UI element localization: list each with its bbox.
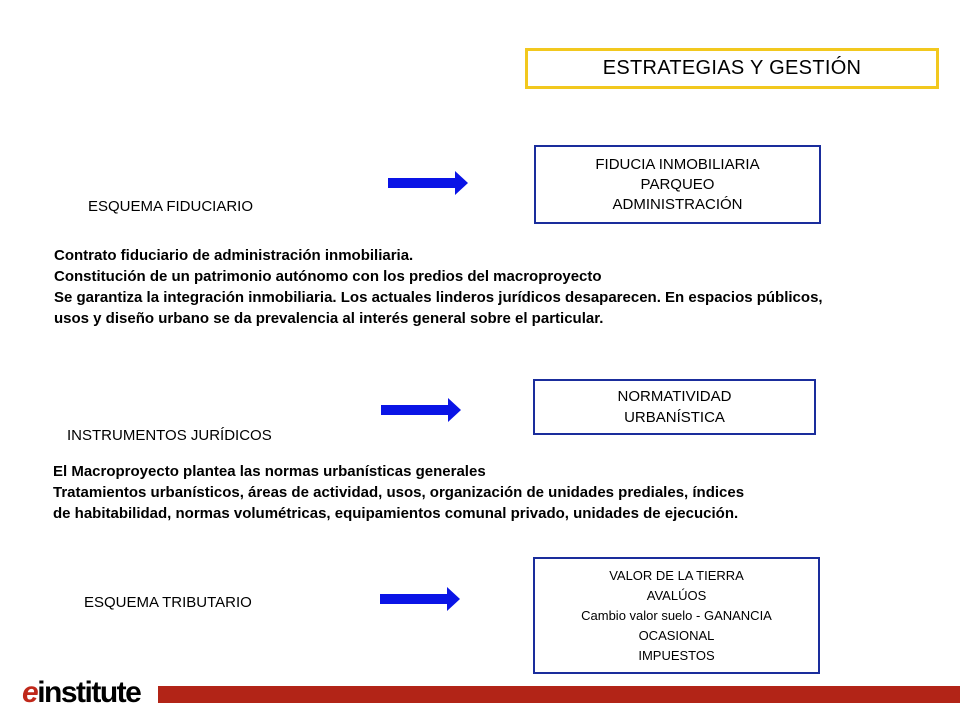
paragraph-juridicos <box>53 461 943 524</box>
paragraph-line: Constitución de un patrimonio autónomo con los predios del macroproyecto <box>54 268 602 285</box>
box-line: OCASIONAL <box>638 627 715 643</box>
box-valor-tierra <box>533 557 820 674</box>
right-arrow-icon <box>381 395 461 425</box>
box-normatividad <box>533 379 816 435</box>
einstitute-logo <box>22 676 140 710</box>
box-line: ADMINISTRACIÓN <box>612 195 743 213</box>
paragraph-line: Tratamientos urbanísticos, áreas de actividad, usos, organización de unidades prediales, índices <box>53 484 745 501</box>
label-esquema-tributario: ESQUEMA TRIBUTARIO <box>84 594 252 611</box>
paragraph-line: Contrato fiduciario de administración inmobiliaria. <box>54 247 414 264</box>
logo-prefix: e <box>22 676 38 709</box>
box-fiducia <box>534 145 821 224</box>
page-title: ESTRATEGIAS Y GESTIÓN <box>525 48 939 89</box>
box-line: PARQUEO <box>640 175 715 193</box>
box-line: NORMATIVIDAD <box>617 388 732 405</box>
box-line: AVALÚOS <box>646 587 707 603</box>
box-line: URBANÍSTICA <box>624 409 725 426</box>
logo-text: institute <box>37 676 141 709</box>
right-arrow-icon <box>388 168 468 198</box>
right-arrow-icon <box>380 584 460 614</box>
label-instrumentos-juridicos: INSTRUMENTOS JURÍDICOS <box>67 427 272 444</box>
box-line: IMPUESTOS <box>638 647 715 663</box>
paragraph-line: de habitabilidad, normas volumétricas, equipamientos comunal privado, unidades de ejecución. <box>53 505 739 522</box>
box-line: FIDUCIA INMOBILIARIA <box>595 155 760 173</box>
paragraph-fiduciario <box>54 245 854 329</box>
box-line: Cambio valor suelo - GANANCIA <box>581 607 772 623</box>
footer-bar <box>158 686 960 703</box>
box-line: VALOR DE LA TIERRA <box>609 567 744 583</box>
paragraph-line: El Macroproyecto plantea las normas urbanísticas generales <box>53 463 486 480</box>
paragraph-line: Se garantiza la integración inmobiliaria. Los actuales linderos jurídicos desaparecen. En espacios públicos, usos y diseño urbano se da prevalencia al interés general sobre el particular. <box>54 289 823 327</box>
label-esquema-fiduciario: ESQUEMA FIDUCIARIO <box>88 198 254 215</box>
